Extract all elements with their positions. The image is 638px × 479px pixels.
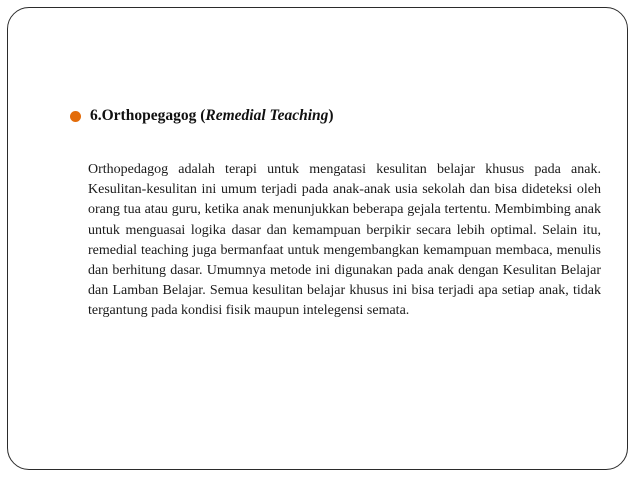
heading-subtitle: Remedial Teaching — [205, 107, 329, 124]
heading-close-paren: ) — [328, 107, 334, 124]
body-paragraph: Orthopedagog adalah terapi untuk mengatasi kesulitan belajar khusus pada anak. Kesulitan-kesulitan ini umum terjadi pada anak-anak usia sekolah dan bisa dideteksi oleh orang tua atau guru, ketika anak menunjukkan beberapa gejala tertentu. Membimbing anak untuk menguasai logika dasar dan kemampuan berpikir secara lebih optimal. Selain itu, remedial teaching juga bermanfaat untuk mengembangkan kemampuan membaca, menulis dan berhitung dasar. Umumnya metode ini digunakan pada anak dengan Kesulitan Belajar dan Lamban Belajar. Semua kesulitan belajar khusus ini bisa terjadi apa setiap anak, tidak tergantung pada kondisi fisik maupun intelegensi semata. — [88, 162, 601, 319]
heading-title: Orthopegagog — [101, 107, 197, 124]
slide-heading — [90, 107, 334, 125]
heading-row — [70, 107, 334, 125]
bullet-icon — [70, 111, 81, 122]
heading-number: 6. — [90, 107, 102, 124]
heading-open-paren: ( — [196, 107, 206, 124]
